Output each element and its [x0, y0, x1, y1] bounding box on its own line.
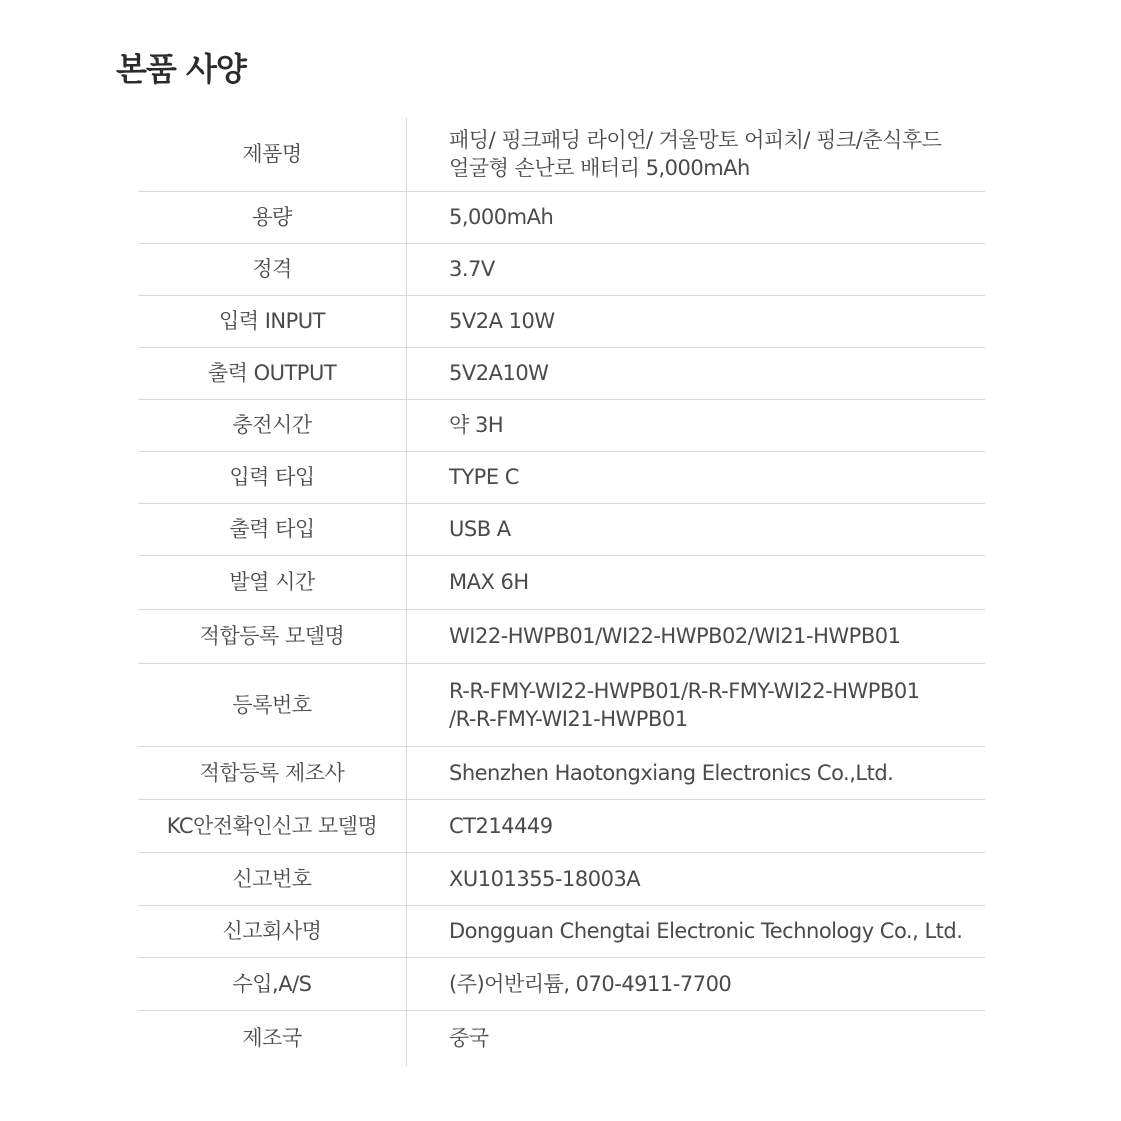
spec-row-rating: [138, 243, 985, 295]
spec-row-output-type: [138, 503, 985, 555]
spec-row-capacity: [138, 191, 985, 243]
spec-value: 3.7V: [407, 243, 986, 295]
spec-row-registration-manufacturer: [138, 746, 985, 799]
spec-row-charge-time: [138, 399, 985, 451]
spec-value: XU101355-18003A: [407, 852, 986, 905]
spec-value: CT214449: [407, 799, 986, 852]
spec-label: 적합등록 모델명: [138, 609, 407, 663]
spec-value: MAX 6H: [407, 555, 986, 609]
spec-row-heat-time: [138, 555, 985, 609]
spec-row-registration-model: [138, 609, 985, 663]
spec-table: [138, 118, 985, 1066]
spec-label: 정격: [138, 243, 407, 295]
spec-label: 적합등록 제조사: [138, 746, 407, 799]
spec-value: WI22-HWPB01/WI22-HWPB02/WI21-HWPB01: [407, 609, 986, 663]
spec-label: 신고번호: [138, 852, 407, 905]
spec-value: Shenzhen Haotongxiang Electronics Co.,Ltd.: [407, 746, 986, 799]
spec-value: 약 3H: [407, 399, 986, 451]
spec-label: 출력 OUTPUT: [138, 347, 407, 399]
spec-label: 용량: [138, 191, 407, 243]
spec-row-registration-number: [138, 663, 985, 746]
spec-label: 등록번호: [138, 663, 407, 746]
spec-label: 제조국: [138, 1010, 407, 1066]
spec-value: (주)어반리튬, 070-4911-7700: [407, 957, 986, 1010]
spec-label: 제품명: [138, 118, 407, 191]
spec-value: 5V2A10W: [407, 347, 986, 399]
spec-row-country: [138, 1010, 985, 1066]
spec-row-output: [138, 347, 985, 399]
spec-label: 수입,A/S: [138, 957, 407, 1010]
spec-label: 발열 시간: [138, 555, 407, 609]
spec-value: R-R-FMY-WI22-HWPB01/R-R-FMY-WI22-HWPB01 /R-R-FMY-WI21-HWPB01: [407, 663, 986, 746]
spec-label: 신고회사명: [138, 905, 407, 957]
spec-value: Dongguan Chengtai Electronic Technology Co., Ltd.: [407, 905, 986, 957]
spec-row-report-number: [138, 852, 985, 905]
spec-row-kc-model: [138, 799, 985, 852]
spec-value: 5V2A 10W: [407, 295, 986, 347]
spec-value: 중국: [449, 1026, 489, 1051]
spec-label: 충전시간: [138, 399, 407, 451]
spec-label: 입력 INPUT: [138, 295, 407, 347]
page-title: 본품 사양: [116, 50, 246, 88]
spec-value: 패딩/ 핑크패딩 라이언/ 겨울망토 어피치/ 핑크/춘식후드 얼굴형 손난로 배터리 5,000mAh: [407, 118, 986, 191]
spec-row-input-type: [138, 451, 985, 503]
spec-label: KC안전확인신고 모델명: [138, 799, 407, 852]
spec-row-product-name: [138, 118, 985, 191]
spec-value: USB A: [407, 503, 986, 555]
spec-label: 출력 타입: [138, 503, 407, 555]
spec-value: 5,000mAh: [407, 191, 986, 243]
spec-value: TYPE C: [407, 451, 986, 503]
spec-label: 입력 타입: [138, 451, 407, 503]
spec-row-input: [138, 295, 985, 347]
spec-row-report-company: [138, 905, 985, 957]
spec-row-import-as: [138, 957, 985, 1010]
